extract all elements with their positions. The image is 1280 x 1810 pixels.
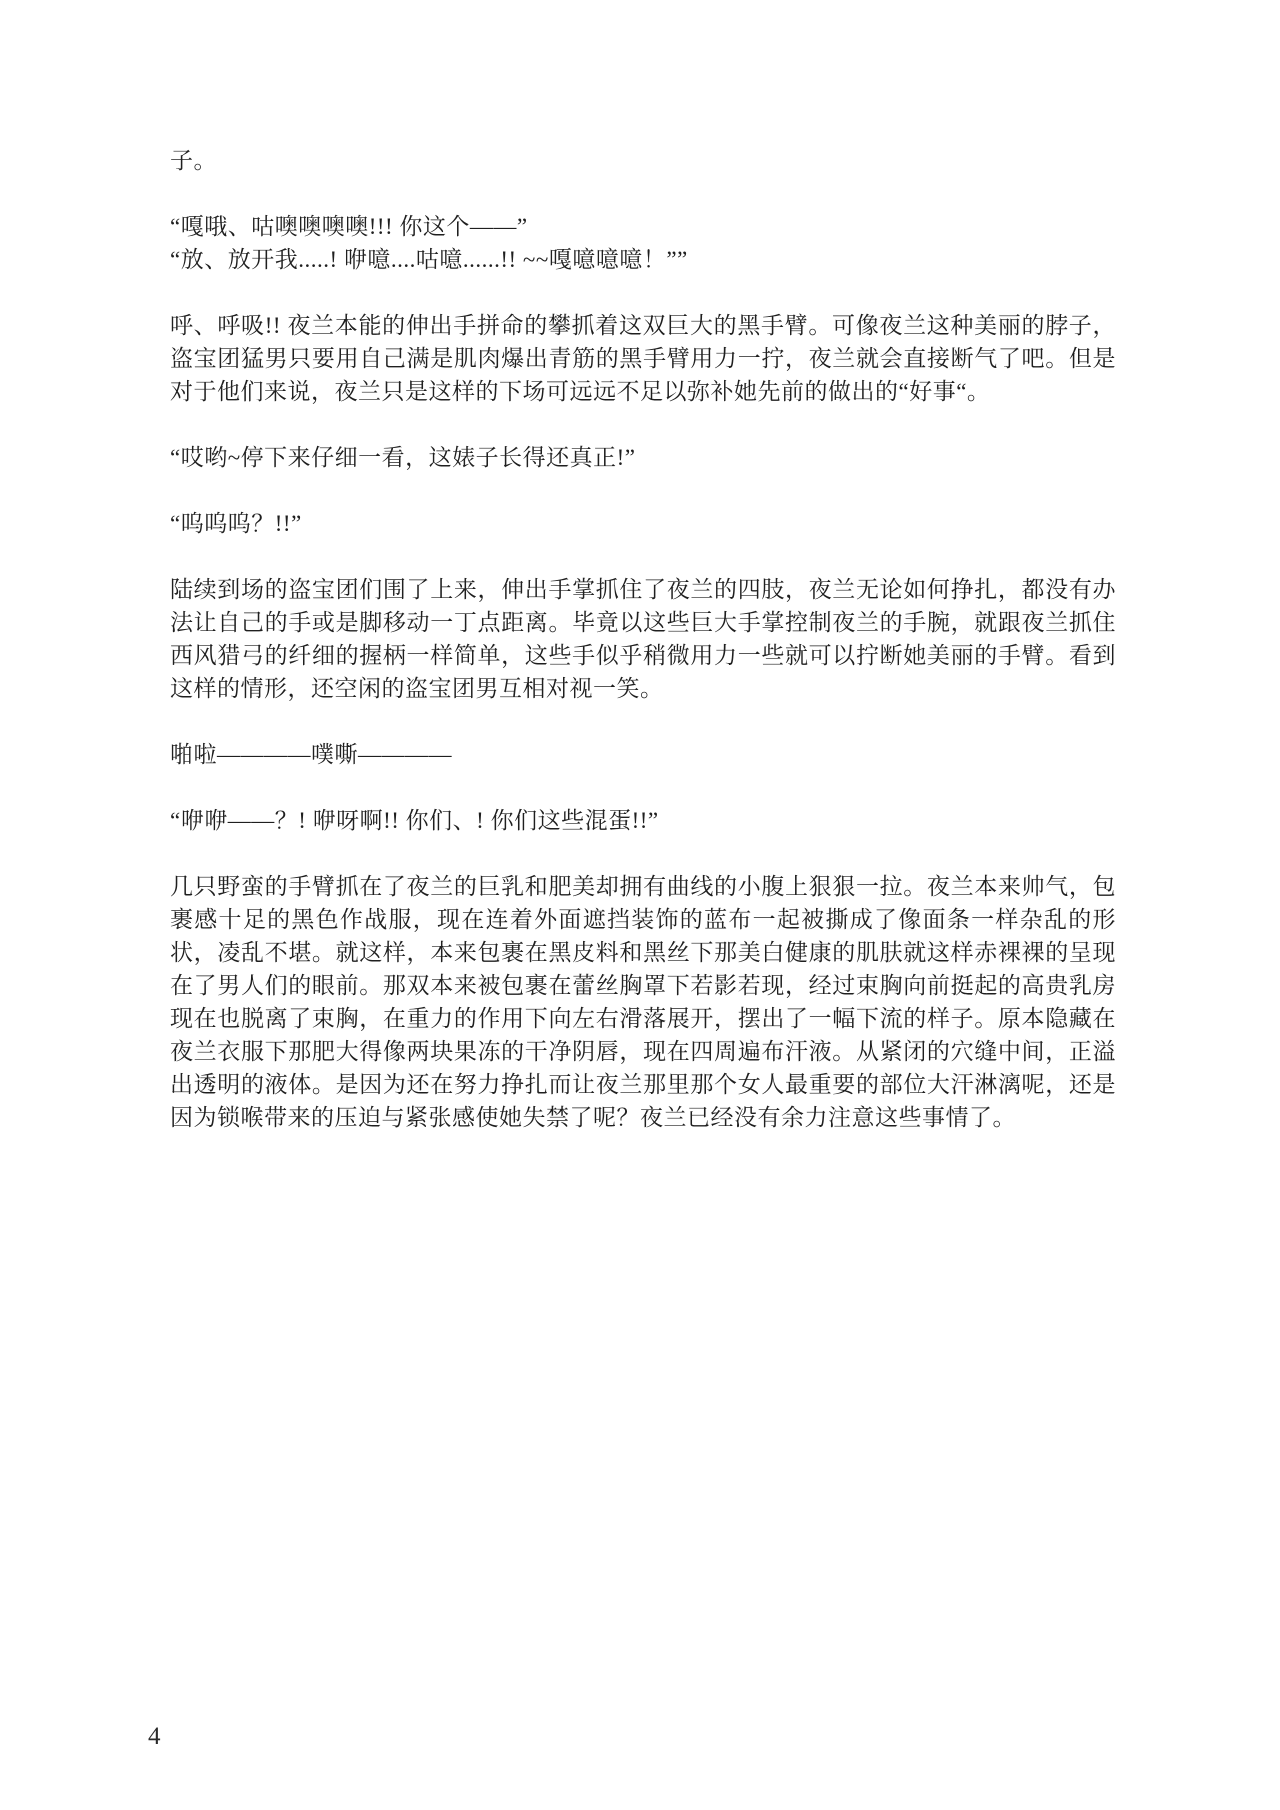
paragraph: 呼、呼吸!! 夜兰本能的伸出手拼命的攀抓着这双巨大的黑手臂。可像夜兰这种美丽的脖子，盗宝团猛男只要用自己满是肌肉爆出青筋的黑手臂用力一拧，夜兰就会直接断气了吧。但是对于他们来说，夜兰只是这样的下场可远远不足以弥补她先前的做出的“好事“。	[170, 313, 1116, 404]
dialogue-line: “哎哟~停下来仔细一看，这婊子长得还真正!”	[170, 445, 636, 470]
page-number: 4	[148, 1723, 161, 1750]
paragraph-continuation: 子。	[170, 148, 217, 173]
paragraph: 几只野蛮的手臂抓在了夜兰的巨乳和肥美却拥有曲线的小腹上狠狠一拉。夜兰本来帅气，包裹感十足的黑色作战服，现在连着外面遮挡装饰的蓝布一起被撕成了像面条一样杂乱的形状，凌乱不堪。就这样，本来包裹在黑皮料和黑丝下那美白健康的肌肤就这样赤裸裸的呈现在了男人们的眼前。那双本来被包裹在蕾丝胸罩下若影若现，经过束胸向前挺起的高贵乳房现在也脱离了束胸，在重力的作用下向左右滑落展开，摆出了一幅下流的样子。原本隐藏在夜兰衣服下那肥大得像两块果冻的干净阴唇，现在四周遍布汗液。从紧闭的穴缝中间，正溢出透明的液体。是因为还在努力挣扎而让夜兰那里那个女人最重要的部位大汗淋漓呢，还是因为锁喉带来的压迫与紧张感使她失禁了呢？夜兰已经没有余力注意这些事情了。	[170, 874, 1116, 1130]
text-column	[170, 144, 1116, 1134]
dialogue-line: “放、放开我.....! 咿噫....咕噫......!! ~~嘎噫噫噫！””	[170, 247, 688, 272]
dialogue-line: “咿咿——？! 咿呀啊!! 你们、! 你们这些混蛋!!”	[170, 808, 659, 833]
sound-effect-line: 啪啦————噗嘶————	[170, 742, 452, 767]
dialogue-line: “嘎哦、咕噢噢噢噢!!! 你这个——”	[170, 214, 528, 239]
paragraph: 陆续到场的盗宝团们围了上来，伸出手掌抓住了夜兰的四肢，夜兰无论如何挣扎，都没有办法让自己的手或是脚移动一丁点距离。毕竟以这些巨大手掌控制夜兰的手腕，就跟夜兰抓住西风猎弓的纤细的握柄一样简单，这些手似乎稍微用力一些就可以拧断她美丽的手臂。看到这样的情形，还空闲的盗宝团男互相对视一笑。	[170, 577, 1116, 701]
dialogue-line: “呜呜呜？!!”	[170, 511, 302, 536]
